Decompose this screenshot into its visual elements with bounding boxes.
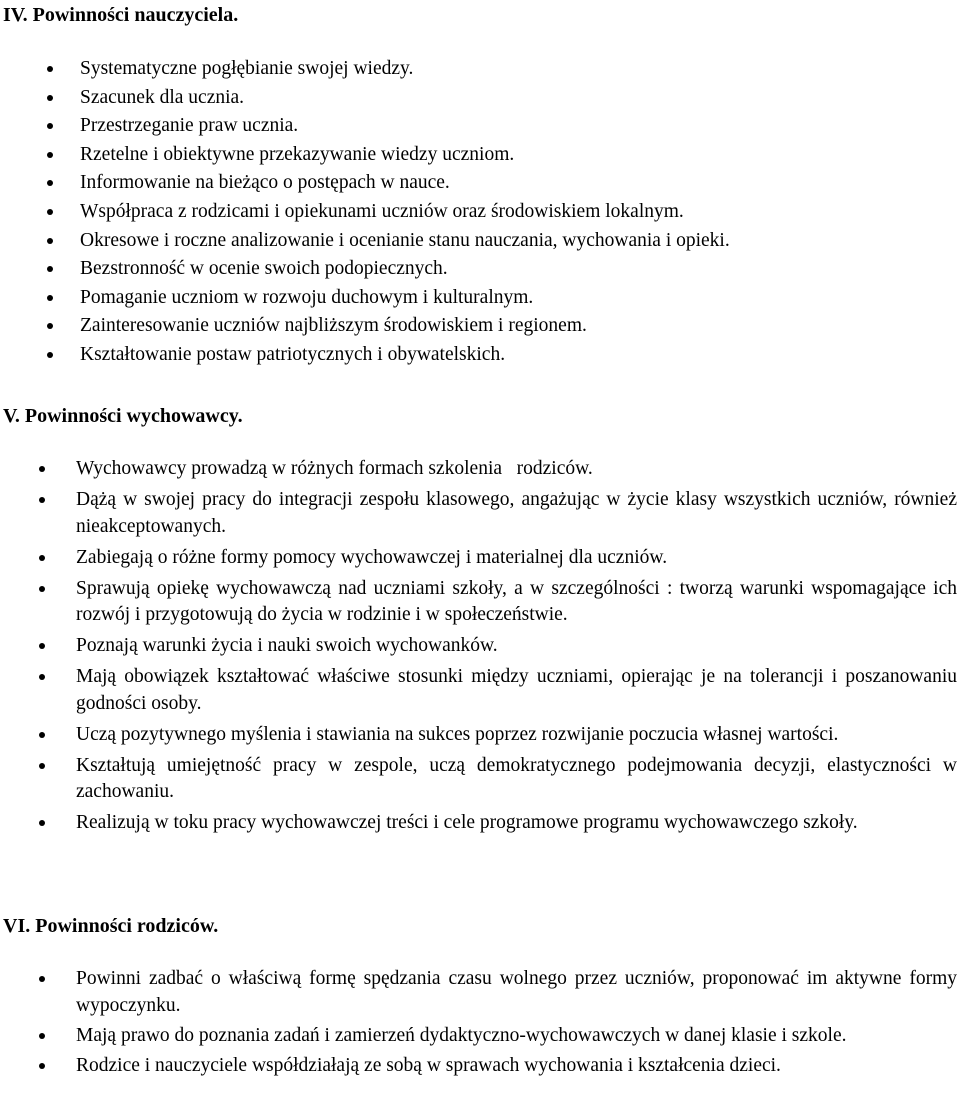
section-heading-vi: VI. Powinności rodziców. [3, 915, 219, 937]
bullet-icon [47, 238, 53, 244]
list-item: Zabiegają o różne formy pomocy wychowawczej i materialnej dla uczniów. [76, 545, 957, 572]
bullet-icon [39, 586, 45, 592]
bullet-icon [39, 643, 45, 649]
list-item: Informowanie na bieżąco o postępach w nauce. [80, 169, 950, 198]
bullet-icon [39, 732, 45, 738]
bullet-icon [39, 555, 45, 561]
bullet-icon [47, 295, 53, 301]
bullet-icon [47, 95, 53, 101]
list-item: Dążą w swojej pracy do integracji zespołu klasowego, angażując w życie klasy wszystkich uczniów, również nieakceptowanych. [76, 487, 957, 540]
list-item: Powinni zadbać o właściwą formę spędzania czasu wolnego przez uczniów, proponować im aktywne formy wypoczynku. [76, 966, 957, 1019]
list-item: Szacunek dla ucznia. [80, 84, 950, 113]
list-item: Rzetelne i obiektywne przekazywanie wiedzy uczniom. [80, 141, 950, 170]
list-item: Mają prawo do poznania zadań i zamierzeń dydaktyczno-wychowawczych w danej klasie i szkole. [76, 1023, 957, 1050]
section-heading-iv: IV. Powinności nauczyciela. [3, 4, 239, 26]
list-item: Systematyczne pogłębianie swojej wiedzy. [80, 55, 950, 84]
bullet-icon [47, 66, 53, 72]
list-item: Uczą pozytywnego myślenia i stawiania na sukces poprzez rozwijanie poczucia własnej wartości. [76, 722, 957, 749]
list-item: Rodzice i nauczyciele współdziałają ze sobą w sprawach wychowania i kształcenia dzieci. [76, 1053, 957, 1080]
bullet-icon [39, 976, 45, 982]
list-item: Wychowawcy prowadzą w różnych formach szkolenia rodziców. [76, 456, 957, 483]
bullet-icon [47, 352, 53, 358]
bullet-icon [39, 1033, 45, 1039]
section-list-vi [76, 966, 957, 1083]
list-item: Kształtowanie postaw patriotycznych i obywatelskich. [80, 341, 950, 370]
bullet-icon [39, 497, 45, 503]
bullet-icon [47, 266, 53, 272]
bullet-icon [39, 820, 45, 826]
bullet-icon [39, 1063, 45, 1069]
bullet-icon [47, 323, 53, 329]
bullet-icon [47, 123, 53, 129]
bullet-icon [39, 466, 45, 472]
bullet-icon [47, 180, 53, 186]
list-item: Realizują w toku pracy wychowawczej treści i cele programowe programu wychowawczego szkoły. [76, 810, 957, 837]
bullet-icon [47, 152, 53, 158]
list-item: Okresowe i roczne analizowanie i ocenianie stanu nauczania, wychowania i opieki. [80, 227, 950, 256]
list-item: Współpraca z rodzicami i opiekunami uczniów oraz środowiskiem lokalnym. [80, 198, 950, 227]
bullet-icon [39, 763, 45, 769]
list-item: Bezstronność w ocenie swoich podopiecznych. [80, 255, 950, 284]
list-item: Mają obowiązek kształtować właściwe stosunki między uczniami, opierając je na tolerancji i poszanowaniu godności osoby. [76, 664, 957, 717]
list-item: Pomaganie uczniom w rozwoju duchowym i kulturalnym. [80, 284, 950, 313]
bullet-icon [39, 674, 45, 680]
list-item: Przestrzeganie praw ucznia. [80, 112, 950, 141]
bullet-icon [47, 209, 53, 215]
list-item: Poznają warunki życia i nauki swoich wychowanków. [76, 633, 957, 660]
section-list-iv [80, 55, 950, 370]
section-heading-v: V. Powinności wychowawcy. [3, 405, 243, 427]
section-list-v [76, 456, 957, 841]
list-item: Kształtują umiejętność pracy w zespole, uczą demokratycznego podejmowania decyzji, elastyczności w zachowaniu. [76, 753, 957, 806]
list-item: Sprawują opiekę wychowawczą nad uczniami szkoły, a w szczególności : tworzą warunki wspomagające ich rozwój i przygotowują do życia w rodzinie i w społeczeństwie. [76, 576, 957, 629]
list-item: Zainteresowanie uczniów najbliższym środowiskiem i regionem. [80, 312, 950, 341]
